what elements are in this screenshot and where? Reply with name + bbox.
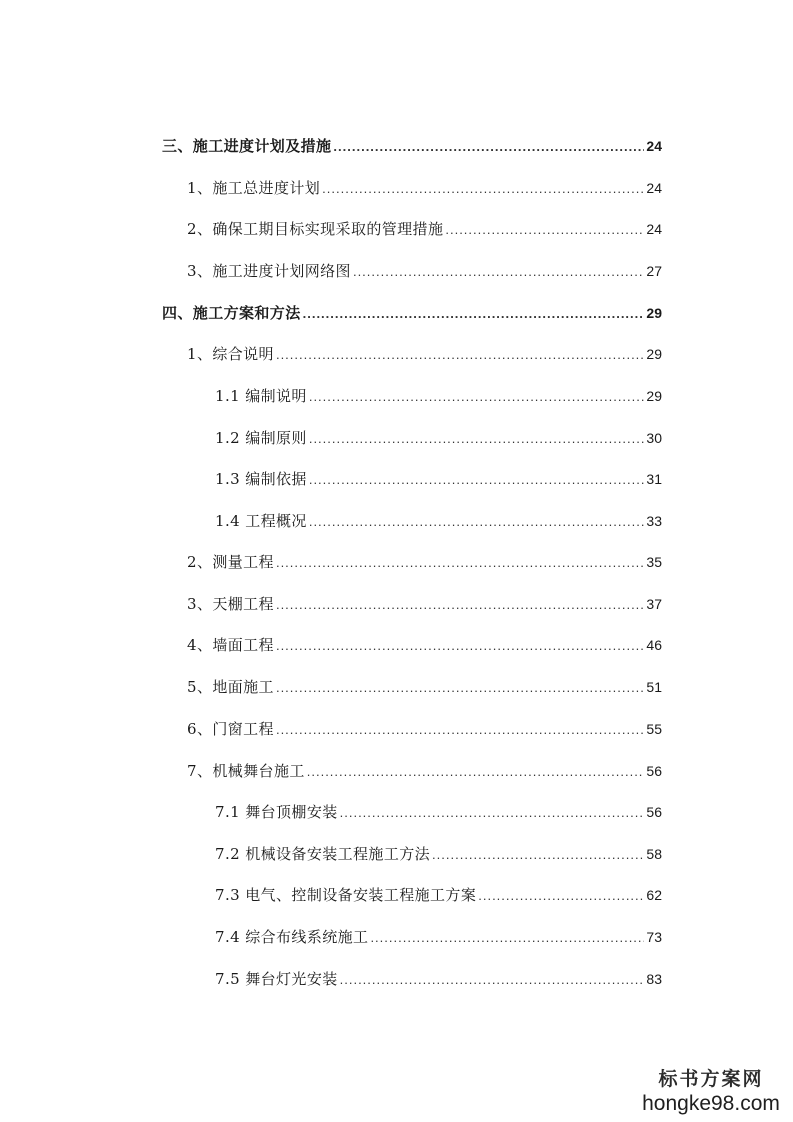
- toc-entry[interactable]: [187, 759, 662, 783]
- toc-entry-title: 四、施工方案和方法: [162, 304, 301, 322]
- toc-leader-dots: [307, 760, 645, 784]
- toc-entry-title: 三、施工进度计划及措施: [162, 137, 332, 155]
- toc-entry[interactable]: [215, 800, 662, 824]
- toc-entry[interactable]: [187, 592, 662, 616]
- toc-entry-title: 1.3 编制依据: [215, 470, 307, 488]
- toc-leader-dots: [309, 510, 645, 534]
- watermark-url: hongke98.com: [642, 1092, 780, 1115]
- toc-page-number: 24: [646, 138, 662, 154]
- toc-entry-title: 1.2 编制原则: [215, 429, 307, 447]
- toc-page-number: 55: [646, 721, 662, 737]
- toc-page-number: 33: [646, 513, 662, 529]
- site-watermark: [636, 1066, 786, 1116]
- toc-entry[interactable]: [187, 717, 662, 741]
- toc-leader-dots: [445, 218, 644, 242]
- toc-entry[interactable]: [187, 342, 662, 366]
- toc-leader-dots: [276, 676, 644, 700]
- toc-entry[interactable]: [215, 509, 662, 533]
- toc-entry-title: 3、施工进度计划网络图: [187, 262, 351, 280]
- toc-entry-title: 7.1 舞台顶棚安装: [215, 803, 338, 821]
- toc-entry-title: 1、施工总进度计划: [187, 179, 321, 197]
- toc-page-number: 56: [646, 763, 662, 779]
- watermark-site-name: 标书方案网: [658, 1068, 764, 1090]
- toc-page-number: 31: [646, 471, 662, 487]
- toc-entry[interactable]: [215, 426, 662, 450]
- toc-leader-dots: [276, 343, 644, 367]
- toc-page-number: 24: [646, 221, 662, 237]
- toc-leader-dots: [322, 177, 644, 201]
- toc-page-number: 56: [646, 804, 662, 820]
- toc-leader-dots: [309, 468, 645, 492]
- toc-entry[interactable]: [187, 259, 662, 283]
- toc-entry[interactable]: [215, 883, 662, 907]
- toc-entry-title: 2、确保工期目标实现采取的管理措施: [187, 220, 444, 238]
- toc-entry-title: 7.5 舞台灯光安装: [215, 970, 338, 988]
- toc-leader-dots: [353, 260, 644, 284]
- toc-page-number: 30: [646, 430, 662, 446]
- toc-entry[interactable]: [162, 301, 662, 325]
- toc-entry[interactable]: [187, 633, 662, 657]
- toc-leader-dots: [340, 968, 645, 992]
- toc-page-number: 46: [646, 637, 662, 653]
- toc-entry-title: 1.4 工程概况: [215, 512, 307, 530]
- toc-leader-dots: [478, 884, 644, 908]
- toc-entry[interactable]: [187, 550, 662, 574]
- toc-page-number: 27: [646, 263, 662, 279]
- toc-page-number: 24: [646, 180, 662, 196]
- toc-page-number: 29: [646, 346, 662, 362]
- toc-leader-dots: [340, 801, 645, 825]
- toc-page-number: 29: [646, 388, 662, 404]
- toc-entry-title: 7.4 综合布线系统施工: [215, 928, 369, 946]
- toc-entry-title: 7.2 机械设备安装工程施工方法: [215, 845, 431, 863]
- toc-page-number: 29: [646, 305, 662, 321]
- toc-entry[interactable]: [187, 176, 662, 200]
- toc-leader-dots: [303, 302, 645, 326]
- toc-entry[interactable]: [162, 134, 662, 158]
- toc-entry[interactable]: [215, 467, 662, 491]
- toc-entry-title: 7、机械舞台施工: [187, 762, 305, 780]
- toc-leader-dots: [309, 427, 645, 451]
- toc-entry[interactable]: [187, 217, 662, 241]
- toc-entry-title: 5、地面施工: [187, 678, 274, 696]
- toc-page-number: 58: [646, 846, 662, 862]
- toc-entry-title: 6、门窗工程: [187, 720, 274, 738]
- toc-leader-dots: [333, 135, 644, 159]
- toc-entry[interactable]: [187, 675, 662, 699]
- toc-entry-title: 1、综合说明: [187, 345, 274, 363]
- toc-leader-dots: [309, 385, 645, 409]
- toc-entry-title: 1.1 编制说明: [215, 387, 307, 405]
- toc-page-number: 37: [646, 596, 662, 612]
- toc-entry[interactable]: [215, 842, 662, 866]
- toc-leader-dots: [432, 843, 644, 867]
- toc-entry-title: 7.3 电气、控制设备安装工程施工方案: [215, 886, 477, 904]
- toc-entry[interactable]: [215, 384, 662, 408]
- toc-entry-title: 4、墙面工程: [187, 636, 274, 654]
- toc-page-number: 35: [646, 554, 662, 570]
- toc-entry[interactable]: [215, 967, 662, 991]
- toc-page-number: 51: [646, 679, 662, 695]
- toc-entry-title: 2、测量工程: [187, 553, 274, 571]
- toc-leader-dots: [276, 634, 644, 658]
- toc-leader-dots: [276, 718, 644, 742]
- toc-page-number: 83: [646, 971, 662, 987]
- toc-entry-title: 3、天棚工程: [187, 595, 274, 613]
- toc-leader-dots: [370, 926, 644, 950]
- toc-entry[interactable]: [215, 925, 662, 949]
- toc-page-number: 73: [646, 929, 662, 945]
- toc-page-number: 62: [646, 887, 662, 903]
- toc-leader-dots: [276, 593, 644, 617]
- toc-leader-dots: [276, 551, 644, 575]
